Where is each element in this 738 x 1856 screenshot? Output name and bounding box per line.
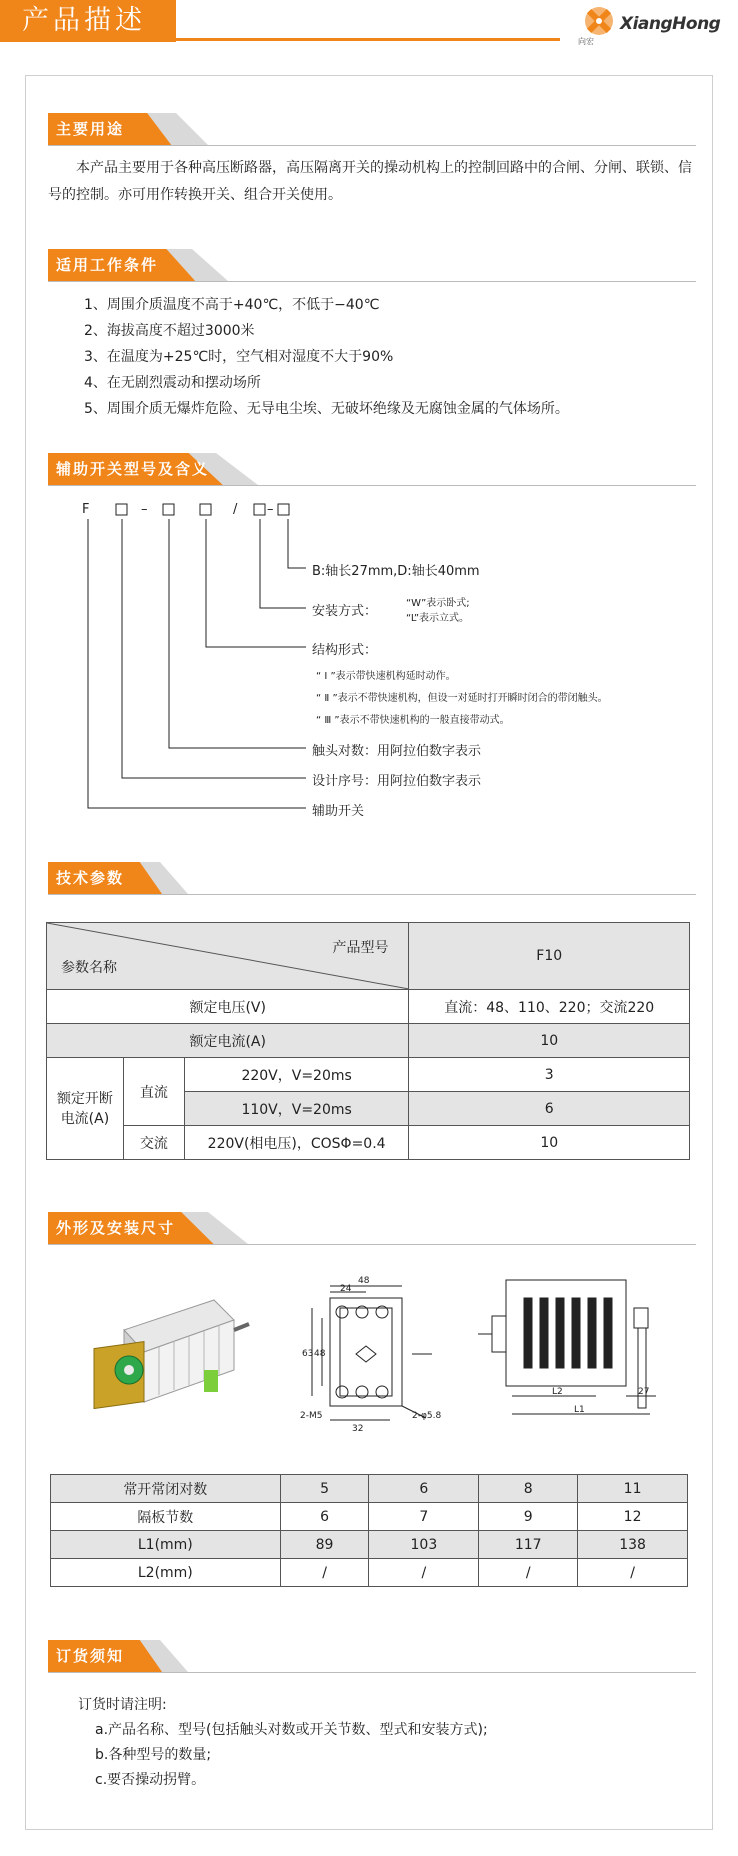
section-title: 适用工作条件: [56, 256, 159, 274]
top-banner: [0, 0, 738, 44]
table-cell: 6: [280, 1503, 369, 1531]
header-model: 产品型号: [332, 940, 389, 956]
table-cell: 隔板节数: [51, 1503, 281, 1531]
table-cell: 10: [409, 1126, 690, 1160]
mount-l: “L”表示立式。: [406, 613, 469, 624]
section-title: 辅助开关型号及含义: [56, 460, 210, 478]
mount-w: “W”表示卧式;: [406, 598, 470, 609]
conditions-list: [84, 292, 569, 422]
dim-label: 63: [302, 1349, 314, 1359]
code-dash: –: [141, 502, 148, 517]
section-title: 主要用途: [56, 120, 125, 138]
list-item: c.要否操动拐臂。: [95, 1772, 206, 1788]
mount-label: 安装方式：: [312, 604, 378, 619]
list-item: a.产品名称、型号(包括触头对数或开关节数、型式和安装方式);: [95, 1722, 488, 1738]
product-photo: [84, 1290, 254, 1420]
table-cell: 额定电流(A): [47, 1024, 409, 1058]
table-cell: 交流: [123, 1126, 184, 1160]
section-order-header: [48, 1640, 696, 1674]
table-cell: /: [280, 1559, 369, 1587]
table-cell: 3: [409, 1058, 690, 1092]
list-item: 3、在温度为+25℃时，空气相对湿度不大于90%: [84, 349, 394, 365]
order-notes: [78, 1693, 488, 1793]
list-item: 2、海拔高度不超过3000米: [84, 323, 255, 339]
dim-label: 48: [358, 1276, 370, 1286]
section-dims-header: [48, 1212, 696, 1246]
code-dash: –: [267, 502, 274, 517]
table-cell: 直流：48、110、220；交流220: [409, 990, 690, 1024]
brand-en: XiangHong: [620, 14, 721, 34]
section-tech-header: [48, 862, 696, 896]
section-usage-header: [48, 113, 696, 147]
table-cell: 额定电压(V): [47, 990, 409, 1024]
table-cell: 额定开断电流(A): [47, 1058, 124, 1160]
section-title: 技术参数: [56, 869, 125, 887]
dim-label: 27: [638, 1387, 650, 1397]
page-title: 产品描述: [0, 0, 176, 42]
table-cell: /: [479, 1559, 578, 1587]
usage-text: 本产品主要用于各种高压断路器，高压隔离开关的操动机构上的控制回路中的合闸、分闸、联锁、信号的控制。亦可用作转换开关、组合开关使用。: [48, 160, 692, 203]
table-cell: 220V，V=20ms: [184, 1058, 409, 1092]
struct-1: “ Ⅰ ”表示带快速机构延时动作。: [316, 671, 456, 682]
shaft-text: B:轴长27mm,D:轴长40mm: [312, 564, 480, 579]
table-cell: /: [369, 1559, 479, 1587]
header-param: 参数名称: [61, 960, 117, 976]
brand-logo: [576, 4, 721, 46]
table-cell: 10: [409, 1024, 690, 1058]
order-intro: 订货时请注明:: [78, 1697, 167, 1713]
dim-label: 24: [340, 1284, 352, 1294]
list-item: 5、周围介质无爆炸危险、无导电尘埃、无破坏绝缘及无腐蚀金属的气体场所。: [84, 401, 569, 417]
table-cell: 138: [578, 1531, 688, 1559]
table-cell: 8: [479, 1475, 578, 1503]
model-code-diagram: [48, 496, 708, 836]
table-cell: 220V(相电压)，COSΦ=0.4: [184, 1126, 409, 1160]
section-title: 外形及安装尺寸: [56, 1219, 176, 1237]
table-cell: 103: [369, 1531, 479, 1559]
xianghong-logo-icon: [584, 6, 614, 36]
dim-label: 32: [352, 1424, 364, 1433]
table-row: [51, 1503, 688, 1531]
dim-label: L1: [574, 1405, 585, 1415]
table-cell: 11: [578, 1475, 688, 1503]
table-cell: L1(mm): [51, 1531, 281, 1559]
table-cell: 6: [409, 1092, 690, 1126]
code-f: F: [82, 502, 90, 517]
section-title: 订货须知: [56, 1647, 125, 1665]
front-view-drawing: [300, 1268, 450, 1433]
code-slash: /: [233, 502, 238, 517]
list-item: 4、在无剧烈震动和摆动场所: [84, 375, 261, 391]
dim-label: 2-φ5.8: [412, 1411, 442, 1421]
table-cell: 117: [479, 1531, 578, 1559]
section-model-header: [48, 453, 696, 487]
table-cell: /: [578, 1559, 688, 1587]
table-row: [51, 1531, 688, 1559]
list-item: 1、周围介质温度不高于+40℃，不低于−40℃: [84, 297, 380, 313]
section-conditions-header: [48, 249, 696, 283]
dim-label: L2: [552, 1387, 563, 1397]
table-cell: L2(mm): [51, 1559, 281, 1587]
struct-3: “ Ⅲ ”表示不带快速机构的一般直接带动式。: [316, 715, 510, 726]
table-cell: 9: [479, 1503, 578, 1531]
side-view-drawing: [478, 1268, 668, 1433]
brand-cn: 向宏: [578, 37, 594, 46]
table-row: [51, 1475, 688, 1503]
table-cell: 7: [369, 1503, 479, 1531]
table-cell: F10: [409, 923, 690, 990]
struct-2: “ Ⅱ ”表示不带快速机构，但设一对延时打开瞬时闭合的带闭触头。: [316, 693, 608, 704]
dims-table: [50, 1474, 688, 1587]
contacts-text: 触头对数：用阿拉伯数字表示: [312, 744, 482, 759]
dim-label: 2-M5: [300, 1411, 323, 1421]
table-cell: 常开常闭对数: [51, 1475, 281, 1503]
table-cell: 89: [280, 1531, 369, 1559]
table-cell: 110V，V=20ms: [184, 1092, 409, 1126]
table-cell: 6: [369, 1475, 479, 1503]
table-cell: 12: [578, 1503, 688, 1531]
tech-params-table: [46, 922, 690, 1160]
design-text: 设计序号：用阿拉伯数字表示: [312, 774, 482, 789]
table-header-cell: [47, 923, 409, 990]
struct-label: 结构形式：: [312, 643, 378, 658]
dim-label: 48: [314, 1349, 326, 1359]
table-row: [51, 1559, 688, 1587]
list-item: b.各种型号的数量;: [95, 1747, 212, 1763]
aux-text: 辅助开关: [312, 804, 365, 819]
table-cell: 直流: [123, 1058, 184, 1126]
table-cell: 5: [280, 1475, 369, 1503]
